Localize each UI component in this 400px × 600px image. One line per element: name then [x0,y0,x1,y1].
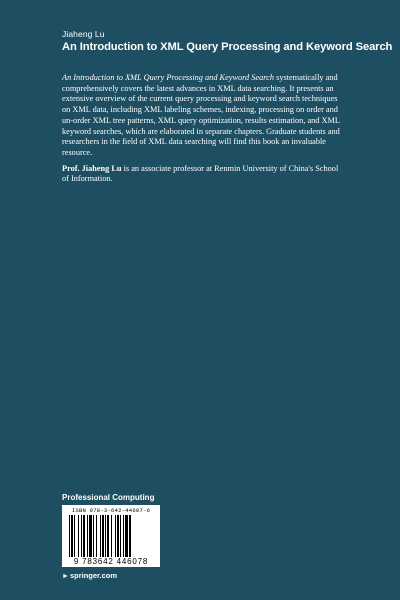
arrow-icon: ► [62,573,69,580]
barcode-icon [69,515,153,557]
author-name: Jiaheng Lu [62,29,105,39]
isbn-digits: 9 783642 446078 [73,557,149,566]
bio-name: Prof. Jiaheng Lu [62,163,122,173]
italic-book-title: An Introduction to XML Query Processing and Keyword Search [62,73,275,82]
description-text: systematically and comprehensively covers the latest advances in XML data searching. It presents an extensive overview of the current query processing and keyword search techniques on XML data, including XML labeling schemes, indexing, processing on order and un-order XML tree patterns, XML query optimization, results estimation, and XML keyword searches, which are elaborated in separate chapters. Graduate students and researchers in the field of XML data searching will find this book an invaluable resource. [62,73,340,157]
barcode-panel [62,505,160,567]
description-paragraph [62,73,345,159]
blurb [62,73,345,185]
publisher-link[interactable] [62,571,117,580]
author-bio [62,164,345,185]
bio-text: is an associate professor at Renmin University of China's School of Information. [62,163,339,184]
publisher-url: springer.com [69,571,118,580]
book-title: An Introduction to XML Query Processing and Keyword Search [62,41,393,53]
isbn-label: ISBN 978-3-642-44607-6 [71,507,151,514]
series-name: Professional Computing [62,493,155,502]
